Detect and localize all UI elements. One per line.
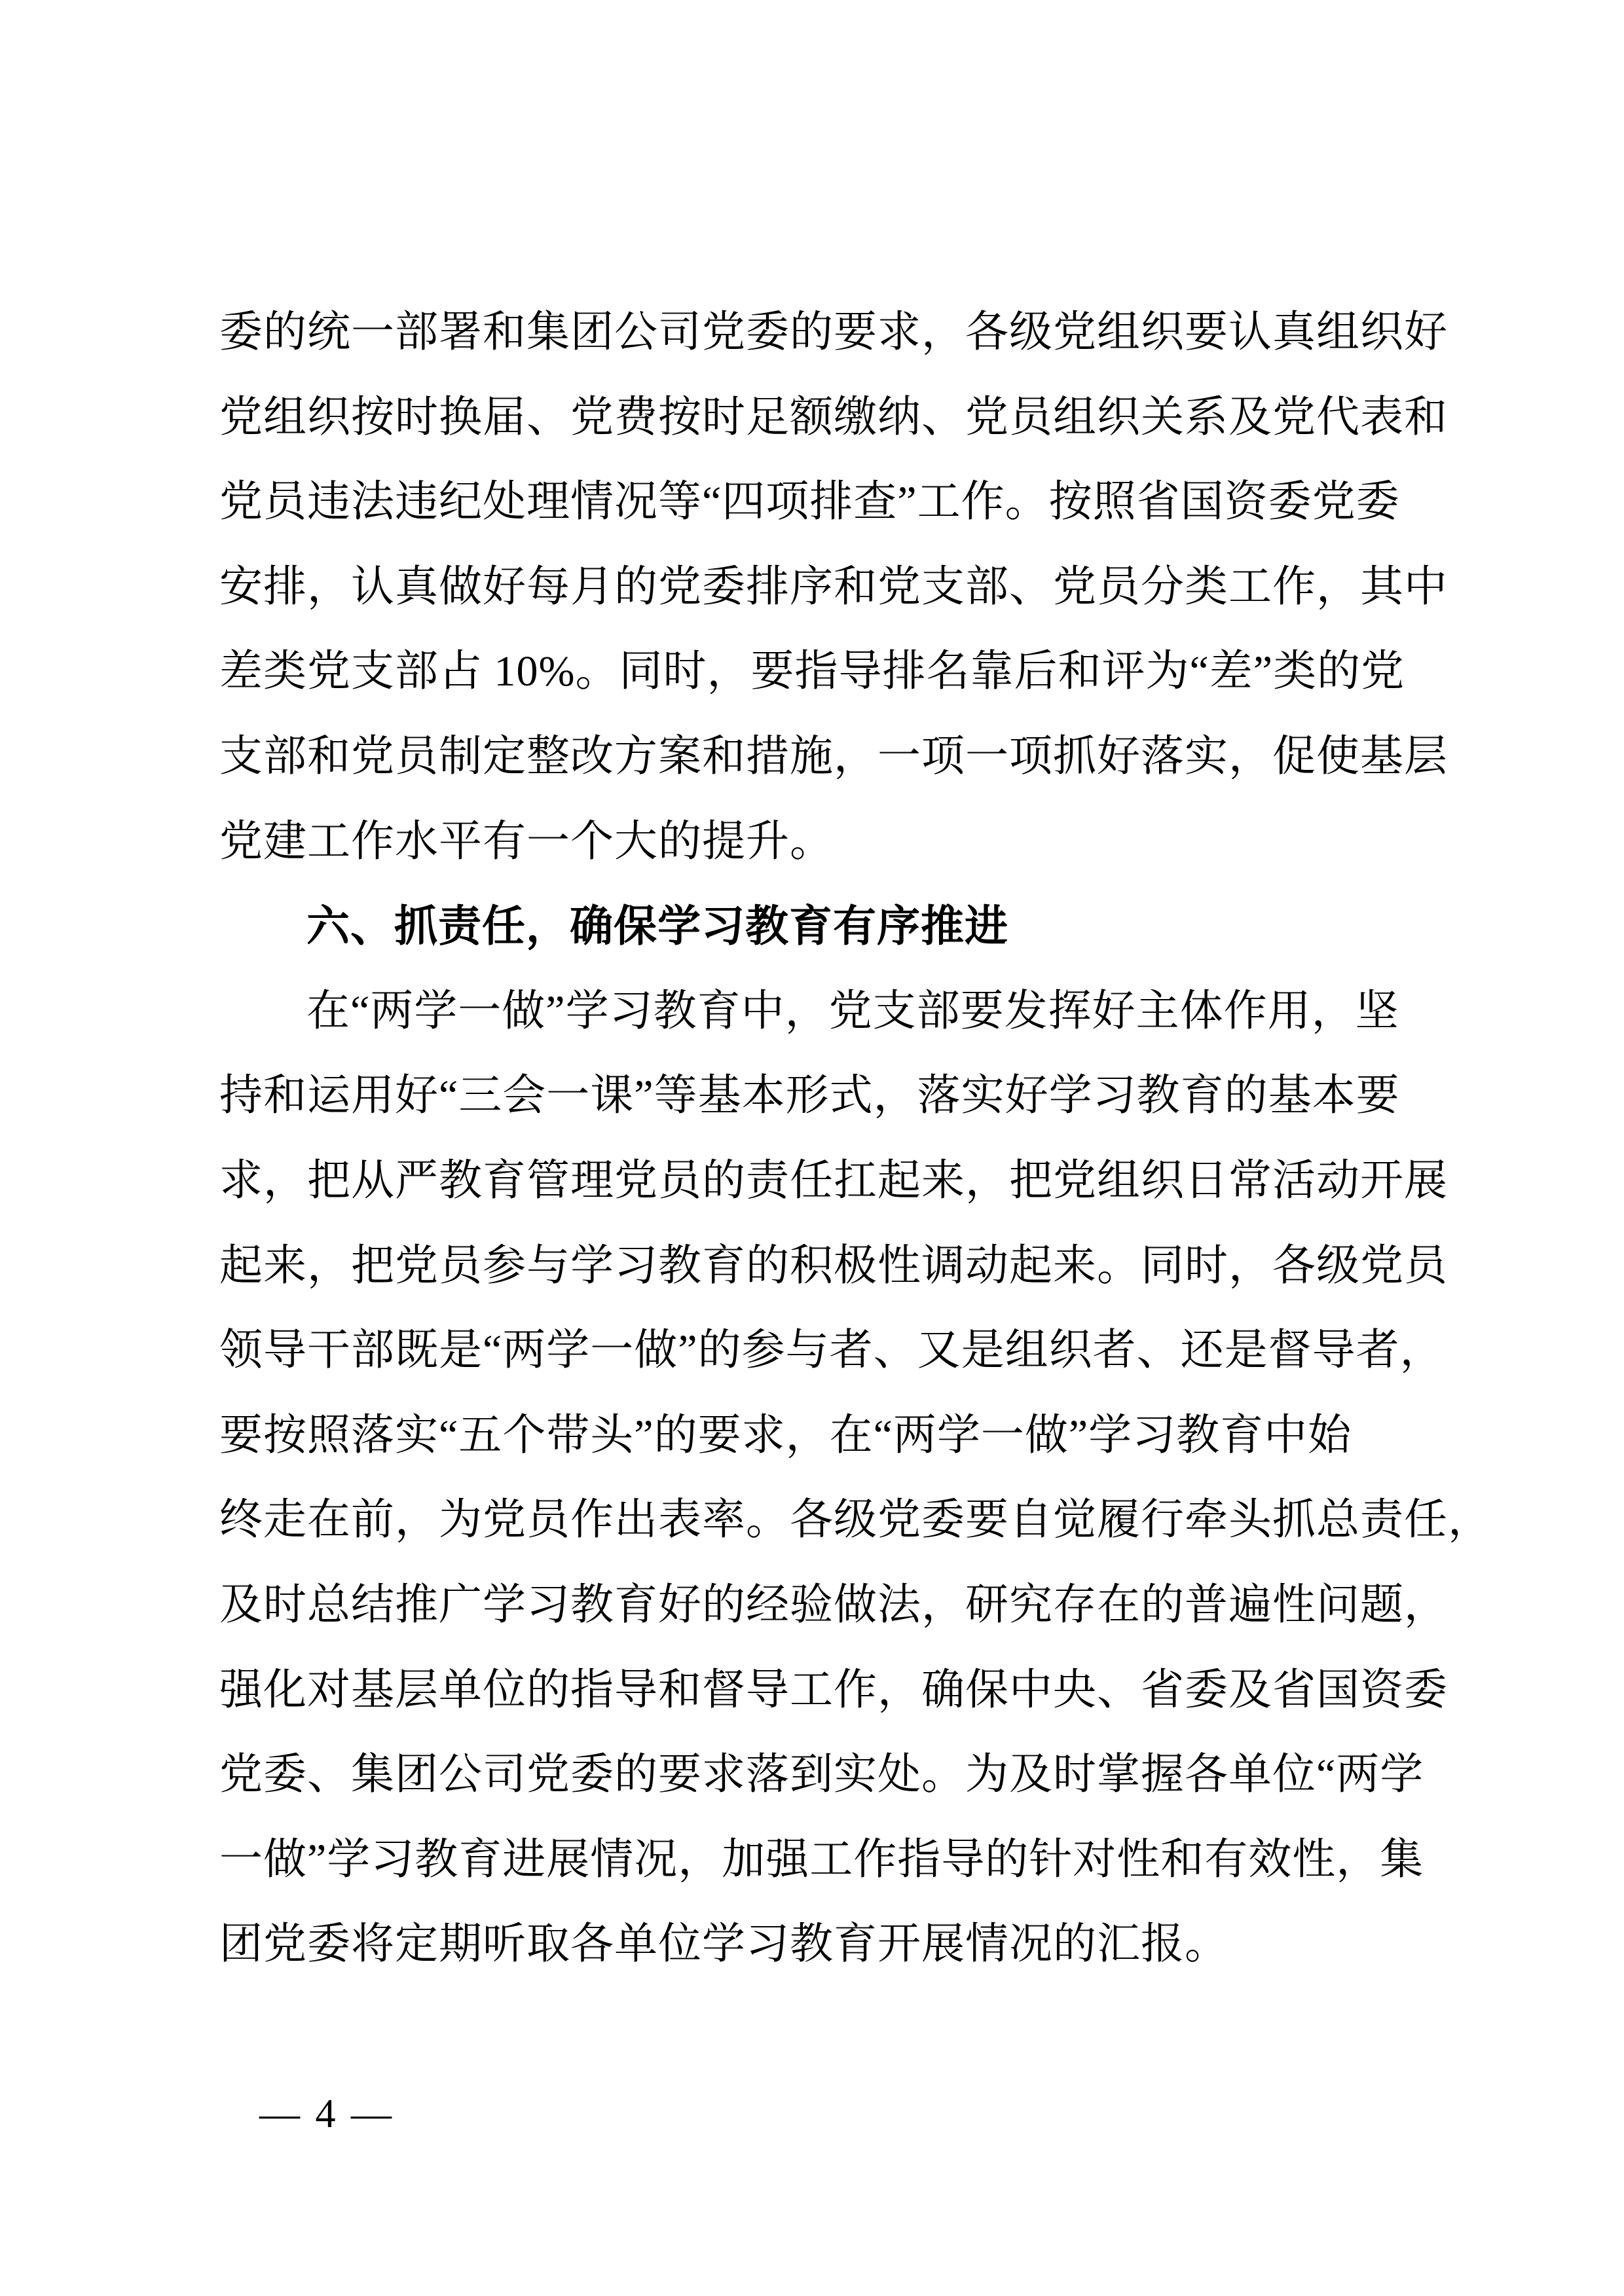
text-line: 在“两学一做”学习教育中，党支部要发挥好主体作用，坚 — [306, 987, 1399, 1035]
text-line: 领导干部既是“两学一做”的参与者、又是组织者、还是督导者， — [219, 1326, 1444, 1375]
text-line: 团党委将定期听取各单位学习教育开展情况的汇报。 — [219, 1920, 1228, 1969]
document-body — [219, 290, 1492, 1987]
text-line: 起来，把党员参与学习教育的积极性调动起来。同时，各级党员 — [219, 1241, 1448, 1290]
page-footer — [208, 2053, 394, 2175]
text-line: 党员违法违纪处理情况等“四项排查”工作。按照省国资委党委 — [219, 478, 1400, 526]
text-line: 持和运用好“三会一课”等基本形式，落实好学习教育的基本要 — [219, 1072, 1400, 1120]
text-line: 党建工作水平有一个大的提升。 — [219, 817, 834, 866]
text-line: 终走在前，为党员作出表率。各级党委要自觉履行牵头抓总责任， — [219, 1496, 1492, 1544]
text-line: 一做”学习教育进展情况，加强工作指导的针对性和有效性，集 — [219, 1835, 1424, 1884]
text-line: 党委、集团公司党委的要求落到实处。为及时掌握各单位“两学 — [219, 1751, 1424, 1799]
text-line: 党组织按时换届、党费按时足额缴纳、党员组织关系及党代表和 — [219, 393, 1448, 441]
text-line: 及时总结推广学习教育好的经验做法，研究存在的普遍性问题， — [219, 1580, 1448, 1629]
text-line: 支部和党员制定整改方案和措施，一项一项抓好落实，促使基层 — [219, 732, 1448, 780]
text-line: 委的统一部署和集团公司党委的要求，各级党组织要认真组织好 — [219, 308, 1448, 356]
text-line: 求，把从严教育管理党员的责任扛起来，把党组织日常活动开展 — [219, 1156, 1448, 1205]
text-line: 安排，认真做好每月的党委排序和党支部、党员分类工作，其中 — [219, 562, 1448, 611]
page-number: — 4 — — [259, 2092, 394, 2136]
section-heading: 六、抓责任，确保学习教育有序推进 — [306, 902, 1008, 951]
text-line: 要按照落实“五个带头”的要求，在“两学一做”学习教育中始 — [219, 1411, 1352, 1459]
text-line: 强化对基层单位的指导和督导工作，确保中央、省委及省国资委 — [219, 1666, 1448, 1714]
text-line: 差类党支部占 10%。同时，要指导排名靠后和评为“差”类的党 — [219, 647, 1405, 696]
